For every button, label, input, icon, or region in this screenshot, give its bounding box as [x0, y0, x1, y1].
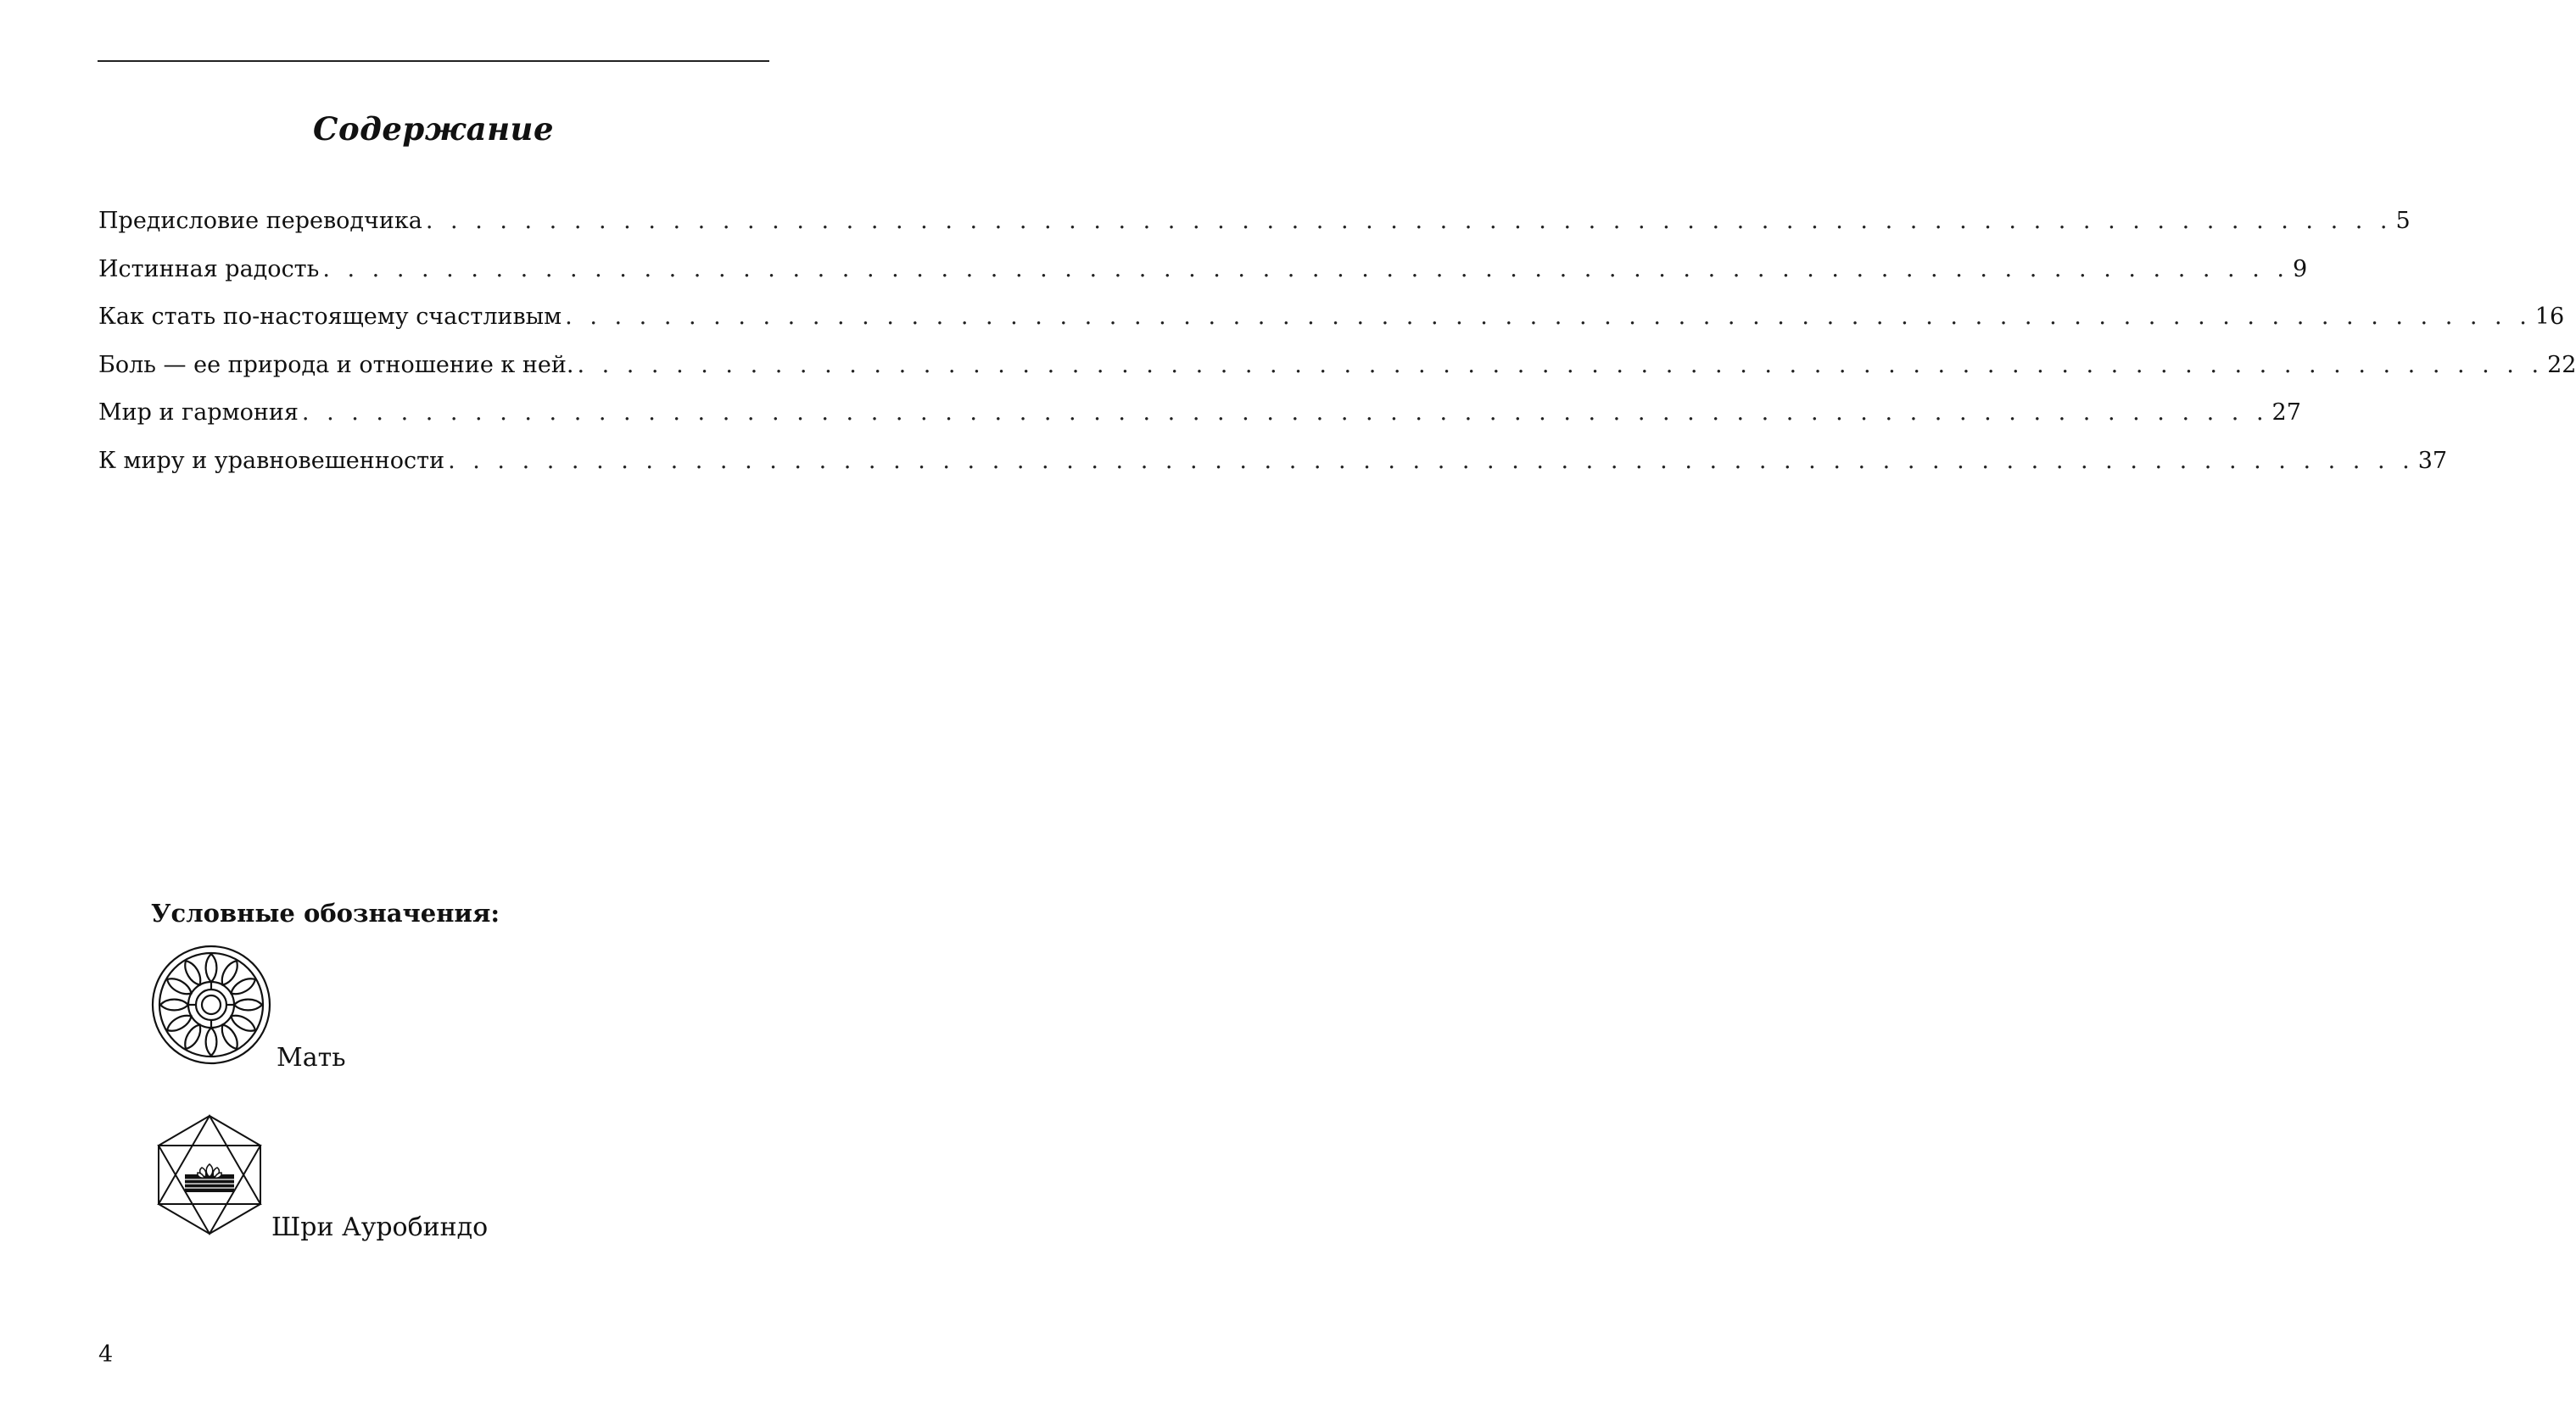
toc-entry-title: Предисловие переводчика	[98, 208, 422, 234]
toc-entry-page: 37	[2417, 447, 2448, 474]
toc-entry-title: Истинная радость	[98, 255, 320, 282]
dot-leader: . . . . . . . . . . . . . . . . . . . . . . . . . . . . . . . . . . . . . . . . . . . . . . . . . . . . . . . . . . . . . . . . . . . . . . . . . . . . . . . .	[425, 208, 2393, 234]
page-number: 4	[98, 1341, 114, 1368]
mother-symbol-icon	[151, 945, 271, 1065]
toc-entry[interactable]	[98, 304, 2565, 352]
toc-entry-page: 9	[2292, 255, 2308, 282]
legend-label-mother: Мать	[277, 1043, 346, 1073]
page-title: Содержание	[313, 110, 554, 148]
toc-entry-title: К миру и уравновешенности	[98, 447, 445, 474]
toc-entry-title: Мир и гармония	[98, 399, 299, 426]
toc-entry[interactable]	[98, 399, 2301, 448]
dot-leader: . . . . . . . . . . . . . . . . . . . . . . . . . . . . . . . . . . . . . . . . . . . . . . . . . . . . . . . . . . . . . . . . . . . . . . . . . . . . . . . .	[448, 447, 2415, 474]
legend	[151, 899, 660, 1242]
toc-entry-title: Боль — ее природа и отношение к ней.	[98, 351, 574, 378]
toc-entry-page: 27	[2271, 399, 2301, 426]
toc-entry-page: 5	[2395, 208, 2411, 234]
toc-entry-title: Как стать по-настоящему счастливым	[98, 304, 562, 330]
dot-leader: . . . . . . . . . . . . . . . . . . . . . . . . . . . . . . . . . . . . . . . . . . . . . . . . . . . . . . . . . . . . . . . . . . . . . . . . . . . . . . . .	[577, 351, 2545, 378]
top-rule	[98, 60, 769, 62]
toc-entry-page: 16	[2534, 304, 2565, 330]
toc-entry[interactable]	[98, 255, 2308, 304]
dot-leader: . . . . . . . . . . . . . . . . . . . . . . . . . . . . . . . . . . . . . . . . . . . . . . . . . . . . . . . . . . . . . . . . . . . . . . . . . . . . . . . .	[565, 304, 2532, 330]
legend-label-sri-aurobindo: Шри Ауробиндо	[271, 1213, 489, 1242]
toc-entry[interactable]	[98, 208, 2411, 256]
dot-leader: . . . . . . . . . . . . . . . . . . . . . . . . . . . . . . . . . . . . . . . . . . . . . . . . . . . . . . . . . . . . . . . . . . . . . . . . . . . . . . . .	[301, 399, 2269, 426]
toc-entry[interactable]	[98, 447, 2448, 496]
sri-aurobindo-symbol-icon	[151, 1113, 268, 1236]
toc-entry-page: 22	[2547, 351, 2576, 378]
toc-entry[interactable]	[98, 351, 2576, 400]
table-of-contents	[98, 208, 2576, 495]
dot-leader: . . . . . . . . . . . . . . . . . . . . . . . . . . . . . . . . . . . . . . . . . . . . . . . . . . . . . . . . . . . . . . . . . . . . . . . . . . . . . . . .	[322, 255, 2289, 282]
legend-title: Условные обозначения:	[151, 899, 500, 928]
